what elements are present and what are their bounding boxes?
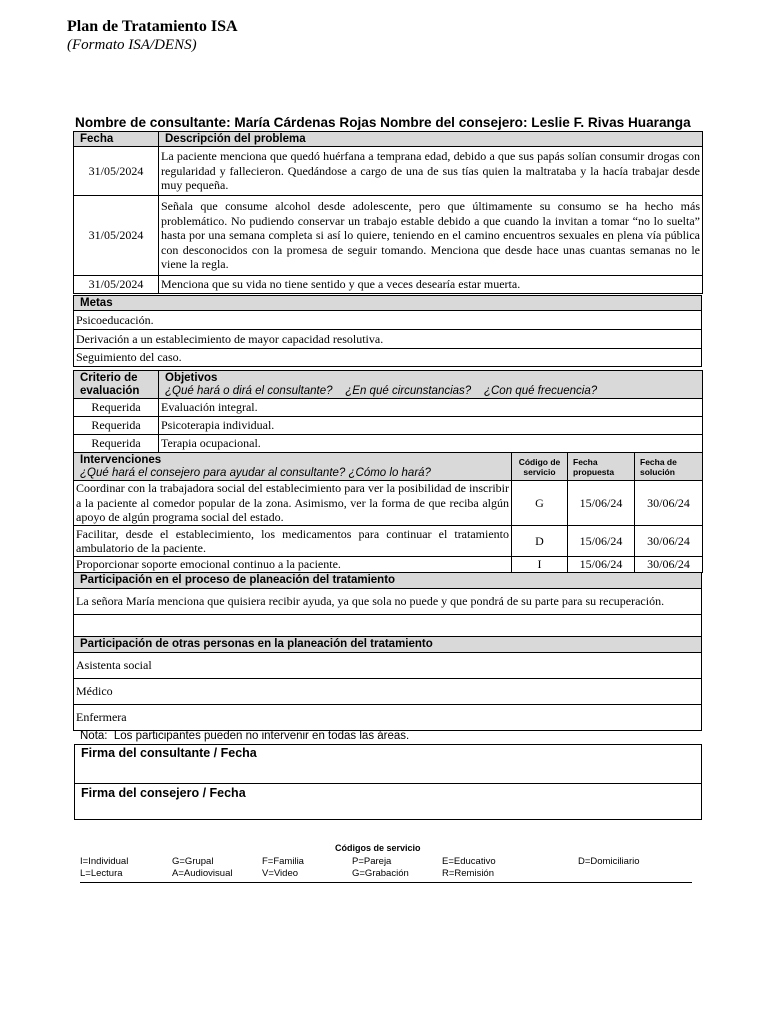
objective-row	[74, 399, 703, 417]
signature-divider	[75, 783, 701, 784]
service-code: I	[512, 557, 568, 573]
problem-description: La paciente menciona que quedó huérfana a temprana edad, debido a que sus papás solían consumir drogas con regularidad y fallecieron. Quedándose a cargo de una de sus tías quien la maltrataba y la hacía trabajar desde muy pequeña.	[159, 147, 703, 196]
objective-text: Terapia ocupacional.	[159, 435, 703, 453]
service-code-item: L=Lectura	[80, 868, 123, 879]
service-code-item: D=Domiciliario	[578, 856, 640, 867]
service-code-item: A=Audiovisual	[172, 868, 233, 879]
document-subtitle: (Formato ISA/DENS)	[67, 37, 197, 53]
footer-rule	[80, 882, 692, 883]
participation-text: La señora María menciona que quisiera recibir ayuda, ya que sola no puede y que pondrá de su parte para su recuperación.	[74, 589, 702, 615]
service-code: G	[512, 481, 568, 526]
col-header-solution-date: Fecha de solución	[635, 453, 703, 481]
service-code-item: E=Educativo	[442, 856, 496, 867]
service-code-item: I=Individual	[80, 856, 129, 867]
service-code-item: G=Grupal	[172, 856, 214, 867]
service-code-item: G=Grabación	[352, 868, 409, 879]
problem-description: Señala que consume alcohol desde adolescente, pero que últimamente su consumo se ha hecho más problemático. No pudiendo conservar un trabajo estable debido a que cuando la invitan a tomar “no lo suelta” hasta por una semana completa si así lo quiere, teniendo en el camino encuentros sexuales en plena vía pública con desconocidos con la promesa de seguir tomando. Menciona que desde hace unas cuantas semanas no le viene la regla.	[159, 196, 703, 276]
objectives-table	[73, 370, 703, 453]
col-header-service-code: Código de servicio	[512, 453, 568, 481]
service-code: D	[512, 526, 568, 557]
solution-date: 30/06/24	[635, 481, 703, 526]
participation-header: Participación en el proceso de planeación del tratamiento	[74, 573, 702, 589]
solution-date: 30/06/24	[635, 526, 703, 557]
service-code-item: R=Remisión	[442, 868, 495, 879]
other-participants-header: Participación de otras personas en la planeación del tratamiento	[74, 637, 702, 653]
document-title: Plan de Tratamiento ISA	[67, 18, 238, 35]
criterion-value: Requerida	[74, 435, 159, 453]
service-codes-title: Códigos de servicio	[335, 843, 421, 853]
solution-date: 30/06/24	[635, 557, 703, 573]
problem-description: Menciona que su vida no tiene sentido y que a veces desearía estar muerta.	[159, 276, 703, 294]
note-text: Nota: Los participantes pueden no intervenir en todas las áreas.	[80, 730, 410, 742]
problem-date: 31/05/2024	[74, 276, 159, 294]
intervention-text: Proporcionar soporte emocional continuo a la paciente.	[74, 557, 512, 573]
participation-empty-row	[74, 615, 702, 637]
interventions-header: Intervenciones	[80, 453, 162, 466]
intervention-row	[74, 526, 703, 557]
intervention-row	[74, 557, 703, 573]
criterion-value: Requerida	[74, 399, 159, 417]
objective-row	[74, 417, 703, 435]
interventions-questions: ¿Qué hará el consejero para ayudar al consultante? ¿Cómo lo hará?	[80, 466, 431, 479]
goals-header: Metas	[74, 296, 702, 311]
problem-row	[74, 276, 703, 294]
service-code-item: P=Pareja	[352, 856, 392, 867]
problem-date: 31/05/2024	[74, 196, 159, 276]
goal-item: Derivación a un establecimiento de mayor capacidad resolutiva.	[74, 330, 702, 349]
intervention-row	[74, 481, 703, 526]
participant-item: Médico	[74, 679, 702, 705]
col-header-criteria: Criterio de evaluación	[74, 371, 159, 399]
proposed-date: 15/06/24	[568, 481, 635, 526]
proposed-date: 15/06/24	[568, 557, 635, 573]
participant-item: Enfermera	[74, 705, 702, 731]
problem-date: 31/05/2024	[74, 147, 159, 196]
participant-item: Asistenta social	[74, 653, 702, 679]
goal-item: Seguimiento del caso.	[74, 349, 702, 367]
names-line: Nombre de consultante: María Cárdenas Rojas Nombre del consejero: Leslie F. Rivas Huaranga	[75, 115, 691, 130]
criterion-value: Requerida	[74, 417, 159, 435]
col-header-proposed-date: Fecha propuesta	[568, 453, 635, 481]
client-signature-label: Firma del consultante / Fecha	[81, 746, 257, 760]
signature-box	[74, 744, 702, 820]
participation-table	[73, 572, 702, 731]
problem-row	[74, 147, 703, 196]
proposed-date: 15/06/24	[568, 526, 635, 557]
intervention-text: Coordinar con la trabajadora social del establecimiento para ver la posibilidad de inscribir a la paciente al comedor popular de la zona. Asimismo, ver la forma de que reciba algún apoyo de algún programa social del estado.	[74, 481, 512, 526]
objective-text: Evaluación integral.	[159, 399, 703, 417]
objective-row	[74, 435, 703, 453]
goal-item: Psicoeducación.	[74, 311, 702, 330]
col-header-problem: Descripción del problema	[159, 132, 703, 147]
goals-table	[73, 295, 702, 367]
interventions-table	[73, 452, 703, 573]
problem-row	[74, 196, 703, 276]
objectives-header: Objetivos	[165, 371, 218, 384]
service-code-item: V=Video	[262, 868, 299, 879]
service-code-item: F=Familia	[262, 856, 304, 867]
objective-text: Psicoterapia individual.	[159, 417, 703, 435]
objectives-questions: ¿Qué hará o dirá el consultante? ¿En qué circunstancias? ¿Con qué frecuencia?	[165, 384, 598, 397]
intervention-text: Facilitar, desde el establecimiento, los medicamentos para continuar el tratamiento ambulatorio de la paciente.	[74, 526, 512, 557]
col-header-date: Fecha	[74, 132, 159, 147]
counselor-signature-label: Firma del consejero / Fecha	[81, 786, 246, 800]
problems-table	[73, 131, 703, 294]
